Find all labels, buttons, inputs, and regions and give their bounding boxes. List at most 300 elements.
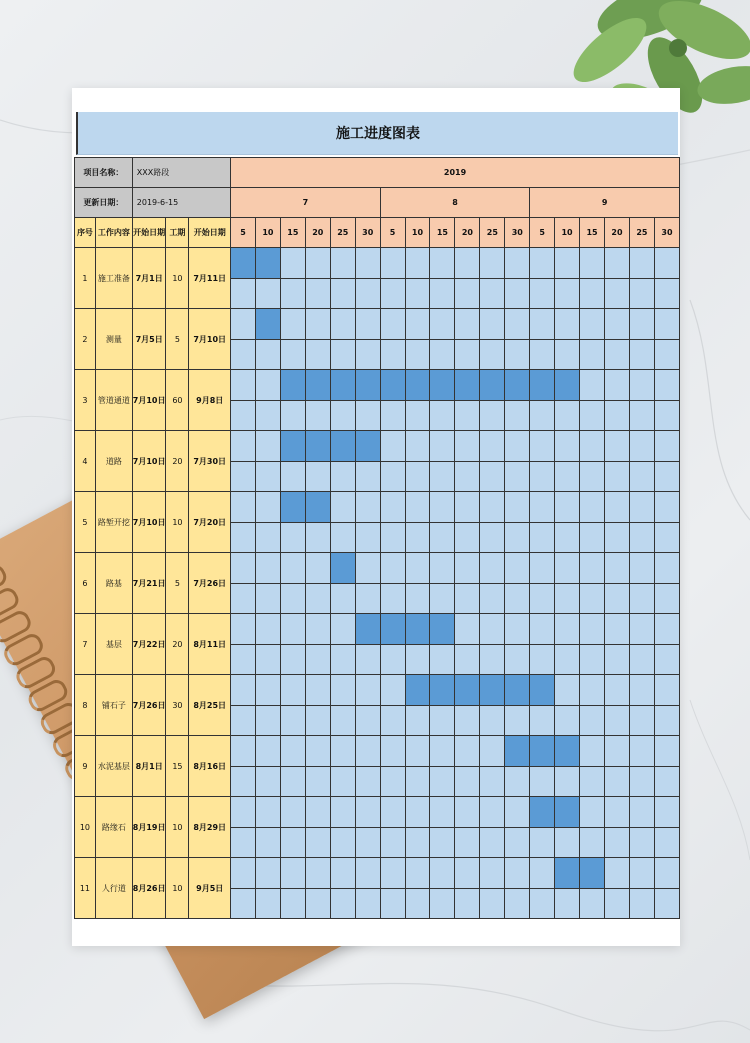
gantt-cell bbox=[629, 827, 654, 858]
gantt-cell bbox=[480, 736, 505, 767]
gantt-cell bbox=[355, 766, 380, 797]
gantt-cell bbox=[305, 614, 330, 645]
gantt-cell bbox=[255, 370, 280, 401]
gantt-bar-cell bbox=[255, 309, 280, 340]
gantt-cell bbox=[654, 766, 679, 797]
gantt-cell bbox=[480, 431, 505, 462]
gantt-cell bbox=[330, 644, 355, 675]
project-name-label: 项目名称： bbox=[75, 158, 133, 188]
gantt-cell bbox=[330, 888, 355, 919]
task-start: 7月10日 bbox=[132, 492, 166, 553]
gantt-cell bbox=[604, 675, 629, 706]
gantt-cell bbox=[555, 522, 580, 553]
gantt-cell bbox=[455, 705, 480, 736]
gantt-cell bbox=[330, 766, 355, 797]
gantt-cell bbox=[629, 705, 654, 736]
gantt-cell bbox=[255, 492, 280, 523]
day-header: 5 bbox=[530, 218, 555, 248]
gantt-cell bbox=[580, 553, 605, 584]
gantt-cell bbox=[231, 278, 256, 309]
gantt-cell bbox=[555, 705, 580, 736]
gantt-cell bbox=[255, 827, 280, 858]
gantt-cell bbox=[505, 614, 530, 645]
day-header: 20 bbox=[305, 218, 330, 248]
gantt-cell bbox=[330, 675, 355, 706]
month-header: 9 bbox=[530, 188, 680, 218]
task-name: 基层 bbox=[95, 614, 132, 675]
gantt-bar-cell bbox=[530, 370, 555, 401]
gantt-cell bbox=[280, 248, 305, 279]
gantt-cell bbox=[604, 400, 629, 431]
gantt-cell bbox=[455, 278, 480, 309]
gantt-cell bbox=[580, 522, 605, 553]
gantt-cell bbox=[480, 705, 505, 736]
gantt-bar-cell bbox=[380, 614, 405, 645]
day-header: 15 bbox=[280, 218, 305, 248]
gantt-bar-cell bbox=[330, 370, 355, 401]
gantt-cell bbox=[555, 492, 580, 523]
gantt-cell bbox=[231, 522, 256, 553]
month-header: 8 bbox=[380, 188, 530, 218]
gantt-cell bbox=[505, 431, 530, 462]
task-seq: 8 bbox=[75, 675, 96, 736]
gantt-cell bbox=[355, 797, 380, 828]
gantt-cell bbox=[629, 278, 654, 309]
task-end: 7月30日 bbox=[189, 431, 231, 492]
gantt-cell bbox=[231, 614, 256, 645]
project-name-value: XXX路段 bbox=[132, 158, 230, 188]
gantt-cell bbox=[455, 248, 480, 279]
gantt-cell bbox=[405, 309, 430, 340]
task-name: 管道通道 bbox=[95, 370, 132, 431]
gantt-cell bbox=[305, 583, 330, 614]
task-seq: 4 bbox=[75, 431, 96, 492]
gantt-bar-cell bbox=[530, 736, 555, 767]
gantt-cell bbox=[380, 492, 405, 523]
gantt-cell bbox=[380, 827, 405, 858]
gantt-cell bbox=[405, 705, 430, 736]
task-name: 人行道 bbox=[95, 858, 132, 919]
gantt-cell bbox=[355, 644, 380, 675]
gantt-cell bbox=[231, 797, 256, 828]
gantt-cell bbox=[530, 339, 555, 370]
gantt-cell bbox=[530, 522, 555, 553]
task-duration: 15 bbox=[166, 736, 189, 797]
gantt-cell bbox=[580, 583, 605, 614]
task-seq: 5 bbox=[75, 492, 96, 553]
gantt-cell bbox=[530, 705, 555, 736]
gantt-cell bbox=[530, 888, 555, 919]
gantt-cell bbox=[305, 827, 330, 858]
gantt-cell bbox=[580, 797, 605, 828]
gantt-cell bbox=[255, 888, 280, 919]
gantt-cell bbox=[231, 339, 256, 370]
gantt-cell bbox=[405, 339, 430, 370]
gantt-bar-cell bbox=[280, 492, 305, 523]
gantt-cell bbox=[480, 583, 505, 614]
gantt-cell bbox=[480, 278, 505, 309]
gantt-cell bbox=[430, 644, 455, 675]
gantt-cell bbox=[305, 797, 330, 828]
gantt-cell bbox=[455, 766, 480, 797]
gantt-cell bbox=[580, 278, 605, 309]
gantt-cell bbox=[430, 339, 455, 370]
gantt-cell bbox=[430, 797, 455, 828]
gantt-cell bbox=[255, 339, 280, 370]
gantt-cell bbox=[255, 461, 280, 492]
gantt-cell bbox=[405, 522, 430, 553]
gantt-cell bbox=[580, 766, 605, 797]
day-header: 10 bbox=[555, 218, 580, 248]
gantt-cell bbox=[380, 278, 405, 309]
task-seq: 11 bbox=[75, 858, 96, 919]
gantt-cell bbox=[330, 461, 355, 492]
gantt-cell bbox=[280, 827, 305, 858]
gantt-cell bbox=[405, 736, 430, 767]
gantt-cell bbox=[430, 522, 455, 553]
gantt-cell bbox=[629, 553, 654, 584]
gantt-cell bbox=[505, 278, 530, 309]
gantt-cell bbox=[555, 461, 580, 492]
day-header: 20 bbox=[604, 218, 629, 248]
gantt-cell bbox=[330, 492, 355, 523]
gantt-cell bbox=[430, 766, 455, 797]
table-row bbox=[75, 370, 680, 401]
day-header: 25 bbox=[480, 218, 505, 248]
gantt-cell bbox=[355, 827, 380, 858]
gantt-cell bbox=[580, 827, 605, 858]
gantt-bar-cell bbox=[405, 675, 430, 706]
gantt-cell bbox=[604, 705, 629, 736]
gantt-cell bbox=[430, 278, 455, 309]
table-row bbox=[75, 675, 680, 706]
gantt-cell bbox=[505, 492, 530, 523]
gantt-cell bbox=[604, 858, 629, 889]
gantt-cell bbox=[505, 339, 530, 370]
gantt-cell bbox=[580, 461, 605, 492]
gantt-cell bbox=[629, 492, 654, 523]
gantt-cell bbox=[330, 827, 355, 858]
gantt-cell bbox=[654, 644, 679, 675]
gantt-cell bbox=[555, 827, 580, 858]
gantt-cell bbox=[455, 888, 480, 919]
column-header-seq: 序号 bbox=[75, 218, 96, 248]
gantt-cell bbox=[505, 309, 530, 340]
gantt-bar-cell bbox=[480, 675, 505, 706]
gantt-cell bbox=[355, 736, 380, 767]
day-header: 10 bbox=[405, 218, 430, 248]
gantt-cell bbox=[629, 522, 654, 553]
gantt-bar-cell bbox=[430, 370, 455, 401]
gantt-cell bbox=[355, 461, 380, 492]
task-duration: 10 bbox=[166, 248, 189, 309]
gantt-cell bbox=[530, 644, 555, 675]
gantt-cell bbox=[330, 614, 355, 645]
gantt-cell bbox=[629, 248, 654, 279]
gantt-cell bbox=[255, 797, 280, 828]
gantt-bar-cell bbox=[330, 553, 355, 584]
task-start: 7月22日 bbox=[132, 614, 166, 675]
gantt-cell bbox=[255, 858, 280, 889]
gantt-cell bbox=[604, 339, 629, 370]
gantt-cell bbox=[580, 705, 605, 736]
gantt-cell bbox=[231, 553, 256, 584]
gantt-cell bbox=[654, 309, 679, 340]
gantt-bar-cell bbox=[505, 736, 530, 767]
gantt-cell bbox=[480, 858, 505, 889]
task-duration: 5 bbox=[166, 553, 189, 614]
gantt-cell bbox=[330, 736, 355, 767]
gantt-bar-cell bbox=[355, 370, 380, 401]
table-row bbox=[75, 553, 680, 584]
gantt-cell bbox=[405, 797, 430, 828]
gantt-cell bbox=[580, 675, 605, 706]
gantt-bar-cell bbox=[305, 492, 330, 523]
gantt-cell bbox=[305, 461, 330, 492]
gantt-cell bbox=[405, 583, 430, 614]
gantt-cell bbox=[380, 461, 405, 492]
gantt-cell bbox=[280, 644, 305, 675]
update-date-label: 更新日期： bbox=[75, 188, 133, 218]
gantt-cell bbox=[355, 888, 380, 919]
task-start: 7月21日 bbox=[132, 553, 166, 614]
gantt-cell bbox=[280, 858, 305, 889]
gantt-cell bbox=[580, 370, 605, 401]
gantt-cell bbox=[380, 705, 405, 736]
gantt-cell bbox=[629, 339, 654, 370]
task-start: 8月1日 bbox=[132, 736, 166, 797]
sheet-title: 施工进度图表 bbox=[76, 112, 678, 155]
gantt-cell bbox=[629, 736, 654, 767]
gantt-cell bbox=[255, 400, 280, 431]
gantt-bar-cell bbox=[355, 431, 380, 462]
table-row bbox=[75, 614, 680, 645]
day-header: 15 bbox=[580, 218, 605, 248]
gantt-cell bbox=[604, 644, 629, 675]
gantt-cell bbox=[530, 858, 555, 889]
gantt-cell bbox=[654, 431, 679, 462]
gantt-cell bbox=[654, 553, 679, 584]
table-row bbox=[75, 736, 680, 767]
gantt-cell bbox=[255, 736, 280, 767]
gantt-cell bbox=[280, 614, 305, 645]
gantt-cell bbox=[355, 705, 380, 736]
gantt-cell bbox=[231, 431, 256, 462]
gantt-cell bbox=[330, 248, 355, 279]
gantt-cell bbox=[380, 400, 405, 431]
gantt-cell bbox=[330, 278, 355, 309]
gantt-cell bbox=[255, 583, 280, 614]
task-name: 施工准备 bbox=[95, 248, 132, 309]
gantt-cell bbox=[629, 461, 654, 492]
gantt-cell bbox=[255, 614, 280, 645]
gantt-cell bbox=[330, 705, 355, 736]
gantt-cell bbox=[555, 583, 580, 614]
gantt-bar-cell bbox=[330, 431, 355, 462]
gantt-cell bbox=[280, 583, 305, 614]
gantt-bar-cell bbox=[455, 675, 480, 706]
column-header-duration: 工期 bbox=[166, 218, 189, 248]
gantt-cell bbox=[355, 522, 380, 553]
gantt-cell bbox=[629, 583, 654, 614]
gantt-cell bbox=[305, 309, 330, 340]
column-header-end: 开始日期 bbox=[189, 218, 231, 248]
gantt-cell bbox=[480, 553, 505, 584]
gantt-cell bbox=[380, 339, 405, 370]
gantt-bar-cell bbox=[305, 431, 330, 462]
gantt-cell bbox=[629, 431, 654, 462]
gantt-cell bbox=[480, 614, 505, 645]
task-end: 8月29日 bbox=[189, 797, 231, 858]
gantt-cell bbox=[305, 248, 330, 279]
gantt-cell bbox=[480, 522, 505, 553]
gantt-cell bbox=[480, 339, 505, 370]
gantt-cell bbox=[530, 461, 555, 492]
gantt-cell bbox=[380, 797, 405, 828]
gantt-bar-cell bbox=[580, 858, 605, 889]
gantt-cell bbox=[380, 644, 405, 675]
gantt-cell bbox=[231, 492, 256, 523]
gantt-cell bbox=[654, 614, 679, 645]
task-end: 8月16日 bbox=[189, 736, 231, 797]
gantt-cell bbox=[530, 614, 555, 645]
gantt-cell bbox=[280, 888, 305, 919]
gantt-cell bbox=[430, 888, 455, 919]
gantt-cell bbox=[430, 736, 455, 767]
gantt-cell bbox=[255, 705, 280, 736]
gantt-cell bbox=[305, 736, 330, 767]
task-duration: 5 bbox=[166, 309, 189, 370]
gantt-cell bbox=[480, 309, 505, 340]
task-duration: 20 bbox=[166, 431, 189, 492]
gantt-cell bbox=[330, 858, 355, 889]
task-end: 7月10日 bbox=[189, 309, 231, 370]
gantt-cell bbox=[355, 309, 380, 340]
gantt-cell bbox=[530, 278, 555, 309]
gantt-cell bbox=[604, 614, 629, 645]
gantt-cell bbox=[505, 705, 530, 736]
gantt-cell bbox=[580, 492, 605, 523]
gantt-cell bbox=[530, 827, 555, 858]
day-header: 5 bbox=[380, 218, 405, 248]
day-header: 15 bbox=[430, 218, 455, 248]
gantt-cell bbox=[405, 492, 430, 523]
gantt-cell bbox=[629, 614, 654, 645]
gantt-bar-cell bbox=[430, 675, 455, 706]
task-name: 道路 bbox=[95, 431, 132, 492]
gantt-cell bbox=[604, 888, 629, 919]
gantt-bar-cell bbox=[231, 248, 256, 279]
gantt-cell bbox=[455, 492, 480, 523]
gantt-cell bbox=[430, 492, 455, 523]
task-start: 7月10日 bbox=[132, 370, 166, 431]
gantt-cell bbox=[555, 766, 580, 797]
gantt-cell bbox=[355, 248, 380, 279]
gantt-cell bbox=[405, 278, 430, 309]
gantt-cell bbox=[629, 400, 654, 431]
gantt-bar-cell bbox=[455, 370, 480, 401]
gantt-cell bbox=[629, 309, 654, 340]
day-header: 25 bbox=[330, 218, 355, 248]
gantt-bar-cell bbox=[380, 370, 405, 401]
spreadsheet-page bbox=[72, 88, 680, 946]
gantt-cell bbox=[555, 614, 580, 645]
gantt-cell bbox=[280, 675, 305, 706]
gantt-cell bbox=[231, 736, 256, 767]
gantt-bar-cell bbox=[530, 675, 555, 706]
task-start: 7月26日 bbox=[132, 675, 166, 736]
gantt-cell bbox=[555, 339, 580, 370]
gantt-bar-cell bbox=[555, 736, 580, 767]
gantt-cell bbox=[380, 431, 405, 462]
gantt-cell bbox=[555, 248, 580, 279]
gantt-cell bbox=[455, 553, 480, 584]
gantt-cell bbox=[505, 888, 530, 919]
gantt-cell bbox=[305, 644, 330, 675]
gantt-cell bbox=[380, 858, 405, 889]
gantt-cell bbox=[555, 431, 580, 462]
gantt-cell bbox=[604, 736, 629, 767]
gantt-cell bbox=[405, 248, 430, 279]
gantt-cell bbox=[580, 888, 605, 919]
gantt-cell bbox=[580, 339, 605, 370]
gantt-cell bbox=[405, 827, 430, 858]
task-end: 8月11日 bbox=[189, 614, 231, 675]
gantt-cell bbox=[555, 278, 580, 309]
gantt-cell bbox=[380, 309, 405, 340]
gantt-cell bbox=[405, 553, 430, 584]
gantt-cell bbox=[654, 583, 679, 614]
gantt-cell bbox=[455, 736, 480, 767]
gantt-cell bbox=[380, 553, 405, 584]
gantt-cell bbox=[604, 827, 629, 858]
gantt-cell bbox=[455, 583, 480, 614]
task-duration: 10 bbox=[166, 858, 189, 919]
task-start: 7月10日 bbox=[132, 431, 166, 492]
gantt-cell bbox=[580, 736, 605, 767]
task-seq: 9 bbox=[75, 736, 96, 797]
gantt-cell bbox=[480, 461, 505, 492]
gantt-cell bbox=[505, 858, 530, 889]
gantt-cell bbox=[629, 644, 654, 675]
gantt-cell bbox=[280, 553, 305, 584]
gantt-cell bbox=[580, 614, 605, 645]
gantt-cell bbox=[654, 248, 679, 279]
year-header: 2019 bbox=[231, 158, 680, 188]
gantt-cell bbox=[231, 583, 256, 614]
gantt-cell bbox=[455, 339, 480, 370]
gantt-cell bbox=[505, 644, 530, 675]
gantt-cell bbox=[604, 461, 629, 492]
gantt-cell bbox=[654, 400, 679, 431]
gantt-cell bbox=[455, 400, 480, 431]
gantt-cell bbox=[305, 888, 330, 919]
gantt-cell bbox=[480, 400, 505, 431]
gantt-cell bbox=[255, 644, 280, 675]
task-end: 9月5日 bbox=[189, 858, 231, 919]
gantt-cell bbox=[305, 766, 330, 797]
gantt-cell bbox=[231, 766, 256, 797]
gantt-cell bbox=[530, 309, 555, 340]
gantt-cell bbox=[654, 705, 679, 736]
gantt-cell bbox=[505, 553, 530, 584]
gantt-cell bbox=[604, 431, 629, 462]
gantt-cell bbox=[654, 675, 679, 706]
gantt-cell bbox=[430, 400, 455, 431]
gantt-cell bbox=[555, 675, 580, 706]
gantt-cell bbox=[380, 522, 405, 553]
gantt-bar-cell bbox=[355, 614, 380, 645]
